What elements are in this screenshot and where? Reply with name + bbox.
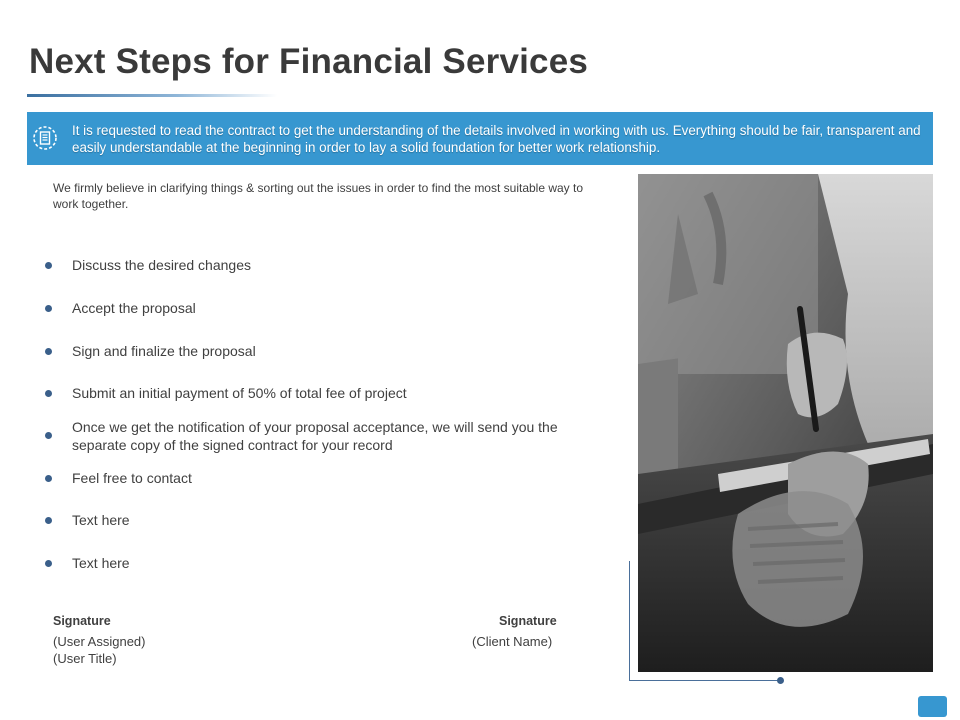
bullet-dot — [45, 560, 52, 567]
signature-user-title: (User Title) — [53, 651, 117, 666]
banner-text: It is requested to read the contract to get the understanding of the details involved in working with us. Everything should be fair, transparent and easily understandable at the beginning in order to lay a solid foundation for better work relationship. — [72, 123, 921, 155]
signature-user-assigned: (User Assigned) — [53, 634, 146, 649]
step-item: Submit an initial payment of 50% of total fee of project — [72, 385, 407, 401]
document-gear-icon — [32, 125, 58, 151]
corner-button[interactable] — [918, 696, 947, 717]
bullet-dot — [45, 475, 52, 482]
bullet-dot — [45, 517, 52, 524]
title-underline — [27, 94, 277, 97]
page-title: Next Steps for Financial Services — [29, 42, 589, 81]
signature-label-client: Signature — [499, 614, 557, 628]
frame-line — [629, 561, 630, 680]
frame-dot — [777, 677, 784, 684]
frame-line — [629, 680, 780, 681]
intro-text: We firmly believe in clarifying things & sorting out the issues in order to find the most suitable way to work together. — [53, 181, 584, 211]
photo-signing-contract — [638, 174, 933, 672]
bullet-dot — [45, 305, 52, 312]
bullet-dot — [45, 390, 52, 397]
step-item: Text here — [72, 555, 130, 571]
signature-client-name: (Client Name) — [472, 634, 553, 649]
info-banner — [27, 112, 933, 165]
photo-illustration — [638, 174, 933, 672]
step-item: Text here — [72, 512, 130, 528]
step-item: Accept the proposal — [72, 300, 196, 316]
signature-label-user: Signature — [53, 614, 111, 628]
bullet-dot — [45, 262, 52, 269]
bullet-dot — [45, 432, 52, 439]
step-item: Feel free to contact — [72, 470, 192, 486]
step-item: Sign and finalize the proposal — [72, 343, 256, 359]
step-item: Once we get the notification of your proposal acceptance, we will send you the separate copy of the signed contract for your record — [72, 419, 558, 453]
step-item: Discuss the desired changes — [72, 257, 251, 273]
bullet-dot — [45, 348, 52, 355]
